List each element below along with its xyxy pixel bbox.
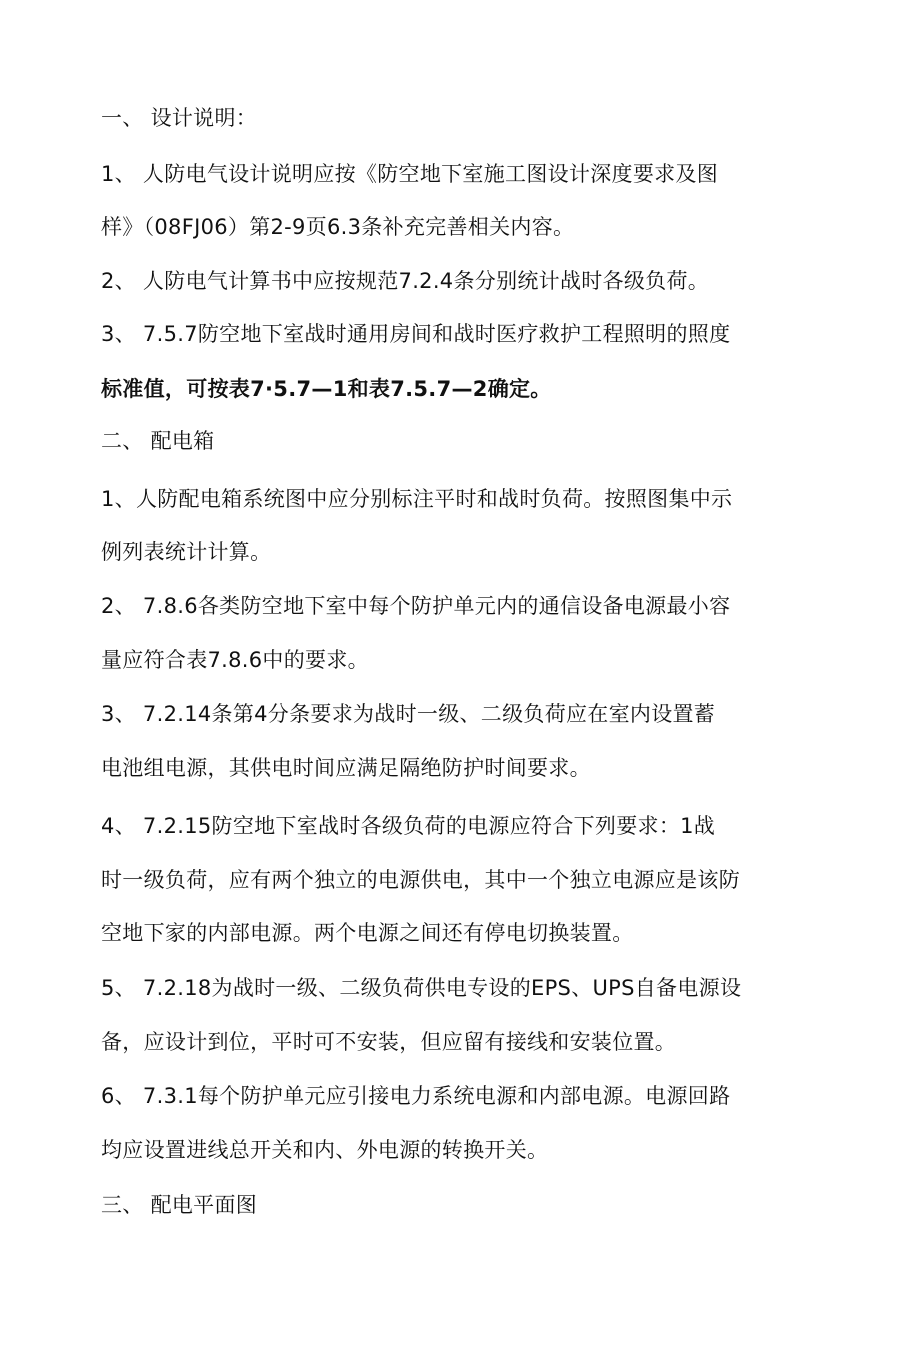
paragraph-line: 4、 7.2.15防空地下室战时各级负荷的电源应符合下列要求：1战	[101, 814, 716, 838]
paragraph-line: 备，应设计到位，平时可不安装，但应留有接线和安装位置。	[101, 1030, 677, 1054]
paragraph-line: 时一级负荷，应有两个独立的电源供电，其中一个独立电源应是该防	[101, 868, 740, 892]
section-heading-3: 三、 配电平面图	[101, 1193, 258, 1217]
paragraph-line: 2、 7.8.6各类防空地下室中每个防护单元内的通信设备电源最小容	[101, 594, 731, 618]
paragraph-line: 1、人防配电箱系统图中应分别标注平时和战时负荷。按照图集中示	[101, 487, 733, 511]
paragraph-line: 1、 人防电气设计说明应按《防空地下室施工图设计深度要求及图	[101, 162, 719, 186]
paragraph-line: 量应符合表7.8.6中的要求。	[101, 648, 369, 672]
section-heading-1: 一、 设计说明：	[101, 106, 258, 130]
section-heading-2: 二、 配电箱	[101, 429, 215, 453]
paragraph-line: 例列表统计计算。	[101, 540, 272, 564]
paragraph-line: 6、 7.3.1每个防护单元应引接电力系统电源和内部电源。电源回路	[101, 1084, 731, 1108]
paragraph-line-bold: 标准值，可按表7·5.7—1和表7.5.7—2确定。	[101, 377, 552, 401]
paragraph-line: 空地下家的内部电源。两个电源之间还有停电切换装置。	[101, 921, 634, 945]
paragraph-line: 电池组电源，其供电时间应满足隔绝防护时间要求。	[101, 756, 591, 780]
paragraph-line: 3、 7.2.14条第4分条要求为战时一级、二级负荷应在室内设置蓄	[101, 702, 716, 726]
paragraph-line: 样》（08FJ06）第2-9页6.3条补充完善相关内容。	[101, 215, 575, 239]
paragraph-line: 2、 人防电气计算书中应按规范7.2.4条分别统计战时各级负荷。	[101, 269, 710, 293]
paragraph-line: 3、 7.5.7防空地下室战时通用房间和战时医疗救护工程照明的照度	[101, 322, 731, 346]
paragraph-line: 均应设置进线总开关和内、外电源的转换开关。	[101, 1138, 549, 1162]
paragraph-line: 5、 7.2.18为战时一级、二级负荷供电专设的EPS、UPS自备电源设	[101, 976, 742, 1000]
